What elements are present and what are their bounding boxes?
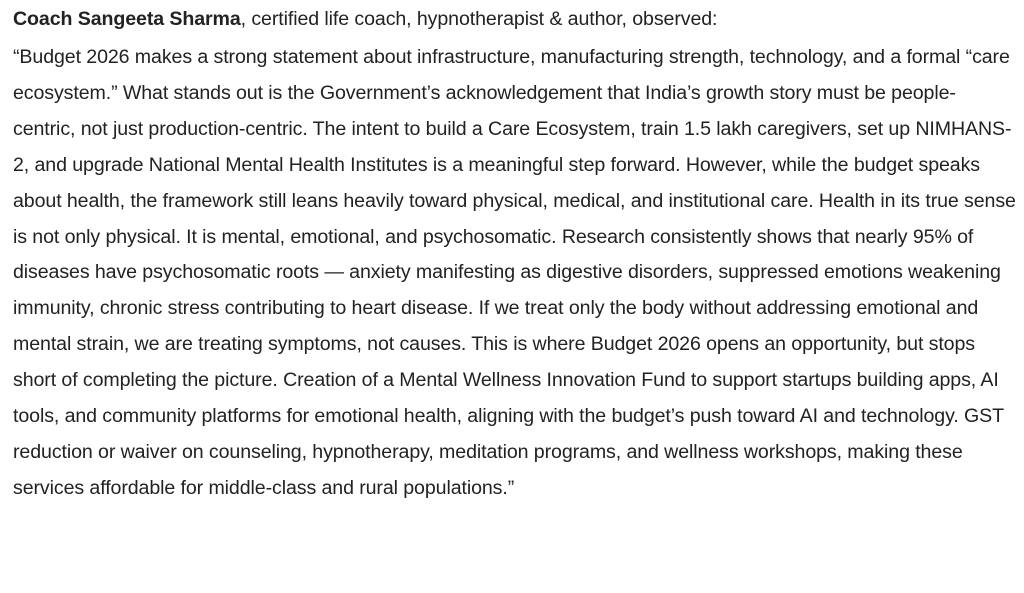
quote-paragraph: “Budget 2026 makes a strong statement about infrastructure, manufacturing strength, technology, and a formal “care ecosystem.” What stands out is the Government’s acknowledgement that India’s growth story must be people-centric, not just production-centric. The intent to build a Care Ecosystem, train 1.5 lakh caregivers, set up NIMHANS-2, and upgrade National Mental Health Institutes is a meaningful step forward. However, while the budget speaks about health, the framework still leans heavily toward physical, medical, and institutional care. Health in its true sense is not only physical. It is mental, emotional, and psychosomatic. Research consistently shows that nearly 95% of diseases have psychosomatic roots — anxiety manifesting as digestive disorders, suppressed emotions weakening immunity, chronic stress contributing to heart disease. If we treat only the body without addressing emotional and mental strain, we are treating symptoms, not causes. This is where Budget 2026 opens an opportunity, but stops short of completing the picture. Creation of a Mental Wellness Innovation Fund to support startups building apps, AI tools, and community platforms for emotional health, aligning with the budget’s push toward AI and technology. GST reduction or waiver on counseling, hypnotherapy, meditation programs, and wellness workshops, making these services affordable for middle-class and rural populations.” xyxy=(13,46,1016,499)
speaker-line xyxy=(13,2,1016,36)
speaker-intro: , certified life coach, hypnotherapist & author, observed: xyxy=(240,8,718,30)
speaker-name: Coach Sangeeta Sharma xyxy=(13,8,241,30)
